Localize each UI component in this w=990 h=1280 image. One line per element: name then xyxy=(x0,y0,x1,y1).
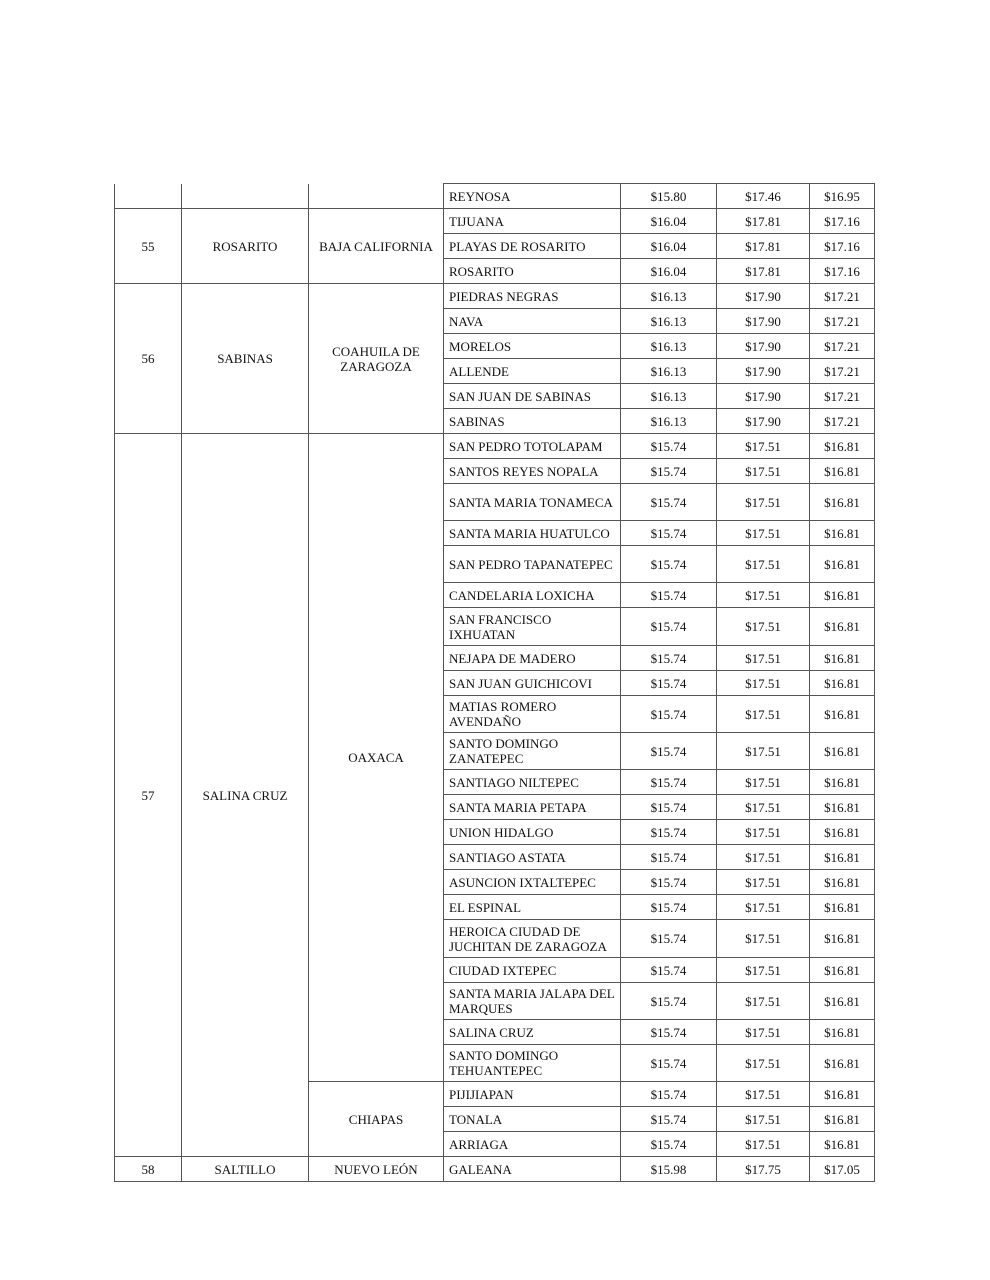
price-c-cell: $16.81 xyxy=(810,920,875,958)
price-b-cell: $17.51 xyxy=(717,1020,810,1045)
price-c-cell: $17.21 xyxy=(810,334,875,359)
municipality-cell: SAN JUAN GUICHICOVI xyxy=(444,671,621,696)
price-c-cell: $17.16 xyxy=(810,234,875,259)
price-a-cell: $15.74 xyxy=(621,459,717,484)
municipality-cell: GALEANA xyxy=(444,1157,621,1182)
price-a-cell: $15.74 xyxy=(621,770,717,795)
price-b-cell: $17.51 xyxy=(717,820,810,845)
price-a-cell: $15.80 xyxy=(621,184,717,209)
region-cell: SABINAS xyxy=(182,284,309,434)
price-c-cell: $16.81 xyxy=(810,696,875,733)
price-b-cell: $17.90 xyxy=(717,284,810,309)
price-b-cell: $17.51 xyxy=(717,958,810,983)
price-a-cell: $15.74 xyxy=(621,845,717,870)
municipality-cell: MORELOS xyxy=(444,334,621,359)
municipality-cell: SANTA MARIA PETAPA xyxy=(444,795,621,820)
price-b-cell: $17.51 xyxy=(717,770,810,795)
price-c-cell: $16.81 xyxy=(810,608,875,646)
price-c-cell: $16.81 xyxy=(810,1132,875,1157)
price-b-cell: $17.51 xyxy=(717,870,810,895)
price-b-cell: $17.81 xyxy=(717,234,810,259)
price-c-cell: $16.81 xyxy=(810,546,875,583)
price-a-cell: $15.74 xyxy=(621,1107,717,1132)
municipality-cell: MATIAS ROMERO AVENDAÑO xyxy=(444,696,621,733)
price-a-cell: $16.13 xyxy=(621,309,717,334)
price-a-cell: $15.74 xyxy=(621,920,717,958)
price-a-cell: $15.74 xyxy=(621,1020,717,1045)
price-b-cell: $17.81 xyxy=(717,209,810,234)
price-c-cell: $16.81 xyxy=(810,484,875,521)
municipality-cell: SAN PEDRO TOTOLAPAM xyxy=(444,434,621,459)
price-c-cell: $16.81 xyxy=(810,770,875,795)
price-b-cell: $17.51 xyxy=(717,920,810,958)
price-a-cell: $15.74 xyxy=(621,820,717,845)
zone-number-cell: 57 xyxy=(115,434,182,1157)
price-b-cell: $17.90 xyxy=(717,309,810,334)
price-b-cell: $17.51 xyxy=(717,1082,810,1107)
price-b-cell: $17.81 xyxy=(717,259,810,284)
municipality-cell: PIEDRAS NEGRAS xyxy=(444,284,621,309)
price-a-cell: $16.04 xyxy=(621,259,717,284)
price-b-cell: $17.51 xyxy=(717,434,810,459)
price-b-cell: $17.51 xyxy=(717,521,810,546)
price-c-cell: $16.81 xyxy=(810,671,875,696)
municipality-cell: PLAYAS DE ROSARITO xyxy=(444,234,621,259)
price-a-cell: $16.04 xyxy=(621,234,717,259)
municipality-cell: SANTIAGO NILTEPEC xyxy=(444,770,621,795)
price-b-cell: $17.90 xyxy=(717,359,810,384)
price-a-cell: $16.13 xyxy=(621,409,717,434)
price-b-cell: $17.51 xyxy=(717,895,810,920)
price-a-cell: $15.74 xyxy=(621,696,717,733)
region-cell xyxy=(182,184,309,209)
price-a-cell: $15.74 xyxy=(621,434,717,459)
table-row xyxy=(115,434,875,459)
price-a-cell: $15.74 xyxy=(621,1132,717,1157)
region-cell: ROSARITO xyxy=(182,209,309,284)
municipality-cell: SABINAS xyxy=(444,409,621,434)
municipality-cell: UNION HIDALGO xyxy=(444,820,621,845)
price-a-cell: $15.74 xyxy=(621,1082,717,1107)
price-b-cell: $17.90 xyxy=(717,384,810,409)
price-c-cell: $17.21 xyxy=(810,284,875,309)
price-c-cell: $17.16 xyxy=(810,209,875,234)
price-a-cell: $15.74 xyxy=(621,583,717,608)
region-cell: SALINA CRUZ xyxy=(182,434,309,1157)
municipality-cell: SALINA CRUZ xyxy=(444,1020,621,1045)
price-b-cell: $17.90 xyxy=(717,409,810,434)
municipality-cell: SANTOS REYES NOPALA xyxy=(444,459,621,484)
table-row xyxy=(115,184,875,209)
price-a-cell: $15.74 xyxy=(621,895,717,920)
price-c-cell: $16.81 xyxy=(810,459,875,484)
price-b-cell: $17.51 xyxy=(717,1107,810,1132)
table-body xyxy=(115,184,875,1182)
price-b-cell: $17.51 xyxy=(717,546,810,583)
price-b-cell: $17.51 xyxy=(717,646,810,671)
price-c-cell: $16.81 xyxy=(810,1045,875,1082)
price-b-cell: $17.51 xyxy=(717,608,810,646)
municipality-cell: TONALA xyxy=(444,1107,621,1132)
municipality-cell: EL ESPINAL xyxy=(444,895,621,920)
price-a-cell: $15.98 xyxy=(621,1157,717,1182)
municipality-cell: ASUNCION IXTALTEPEC xyxy=(444,870,621,895)
municipality-cell: SANTA MARIA TONAMECA xyxy=(444,484,621,521)
price-b-cell: $17.51 xyxy=(717,459,810,484)
municipality-cell: SANTA MARIA JALAPA DEL MARQUES xyxy=(444,983,621,1020)
price-c-cell: $17.21 xyxy=(810,384,875,409)
zone-number-cell: 56 xyxy=(115,284,182,434)
price-c-cell: $16.81 xyxy=(810,733,875,770)
price-a-cell: $15.74 xyxy=(621,733,717,770)
municipality-cell: HEROICA CIUDAD DE JUCHITAN DE ZARAGOZA xyxy=(444,920,621,958)
price-a-cell: $15.74 xyxy=(621,521,717,546)
municipality-cell: SANTIAGO ASTATA xyxy=(444,845,621,870)
price-c-cell: $16.81 xyxy=(810,583,875,608)
municipality-cell: REYNOSA xyxy=(444,184,621,209)
price-table xyxy=(114,183,875,1182)
state-cell: OAXACA xyxy=(309,434,444,1082)
table-row xyxy=(115,284,875,309)
price-b-cell: $17.51 xyxy=(717,696,810,733)
state-cell: NUEVO LEÓN xyxy=(309,1157,444,1182)
price-c-cell: $16.81 xyxy=(810,1082,875,1107)
price-c-cell: $17.21 xyxy=(810,409,875,434)
municipality-cell: ALLENDE xyxy=(444,359,621,384)
price-c-cell: $16.81 xyxy=(810,870,875,895)
state-cell: BAJA CALIFORNIA xyxy=(309,209,444,284)
price-a-cell: $16.04 xyxy=(621,209,717,234)
municipality-cell: SAN FRANCISCO IXHUATAN xyxy=(444,608,621,646)
price-a-cell: $15.74 xyxy=(621,484,717,521)
municipality-cell: CIUDAD IXTEPEC xyxy=(444,958,621,983)
price-c-cell: $17.21 xyxy=(810,359,875,384)
price-a-cell: $16.13 xyxy=(621,284,717,309)
region-cell: SALTILLO xyxy=(182,1157,309,1182)
municipality-cell: PIJIJIAPAN xyxy=(444,1082,621,1107)
price-a-cell: $15.74 xyxy=(621,646,717,671)
price-c-cell: $17.16 xyxy=(810,259,875,284)
price-c-cell: $17.21 xyxy=(810,309,875,334)
municipality-cell: NAVA xyxy=(444,309,621,334)
price-b-cell: $17.51 xyxy=(717,484,810,521)
municipality-cell: SANTO DOMINGO ZANATEPEC xyxy=(444,733,621,770)
price-b-cell: $17.51 xyxy=(717,1132,810,1157)
zone-number-cell: 58 xyxy=(115,1157,182,1182)
price-a-cell: $15.74 xyxy=(621,958,717,983)
price-b-cell: $17.51 xyxy=(717,845,810,870)
price-a-cell: $15.74 xyxy=(621,870,717,895)
price-c-cell: $16.81 xyxy=(810,521,875,546)
price-a-cell: $15.74 xyxy=(621,1045,717,1082)
price-c-cell: $17.05 xyxy=(810,1157,875,1182)
price-a-cell: $15.74 xyxy=(621,546,717,583)
price-c-cell: $16.81 xyxy=(810,646,875,671)
price-b-cell: $17.46 xyxy=(717,184,810,209)
price-b-cell: $17.51 xyxy=(717,583,810,608)
municipality-cell: SANTA MARIA HUATULCO xyxy=(444,521,621,546)
price-b-cell: $17.51 xyxy=(717,1045,810,1082)
price-b-cell: $17.90 xyxy=(717,334,810,359)
price-b-cell: $17.51 xyxy=(717,983,810,1020)
price-b-cell: $17.51 xyxy=(717,733,810,770)
price-c-cell: $16.81 xyxy=(810,845,875,870)
state-cell: CHIAPAS xyxy=(309,1082,444,1157)
table-row xyxy=(115,209,875,234)
municipality-cell: SAN PEDRO TAPANATEPEC xyxy=(444,546,621,583)
price-c-cell: $16.81 xyxy=(810,795,875,820)
zone-number-cell xyxy=(115,184,182,209)
price-a-cell: $16.13 xyxy=(621,334,717,359)
municipality-cell: SANTO DOMINGO TEHUANTEPEC xyxy=(444,1045,621,1082)
price-a-cell: $16.13 xyxy=(621,359,717,384)
price-b-cell: $17.75 xyxy=(717,1157,810,1182)
price-c-cell: $16.81 xyxy=(810,1107,875,1132)
price-a-cell: $16.13 xyxy=(621,384,717,409)
price-c-cell: $16.81 xyxy=(810,983,875,1020)
municipality-cell: ROSARITO xyxy=(444,259,621,284)
price-b-cell: $17.51 xyxy=(717,795,810,820)
price-b-cell: $17.51 xyxy=(717,671,810,696)
price-c-cell: $16.81 xyxy=(810,1020,875,1045)
price-a-cell: $15.74 xyxy=(621,671,717,696)
price-a-cell: $15.74 xyxy=(621,983,717,1020)
price-c-cell: $16.81 xyxy=(810,820,875,845)
municipality-cell: CANDELARIA LOXICHA xyxy=(444,583,621,608)
price-a-cell: $15.74 xyxy=(621,795,717,820)
state-cell: COAHUILA DE ZARAGOZA xyxy=(309,284,444,434)
price-c-cell: $16.81 xyxy=(810,434,875,459)
zone-number-cell: 55 xyxy=(115,209,182,284)
municipality-cell: ARRIAGA xyxy=(444,1132,621,1157)
table-row xyxy=(115,1157,875,1182)
municipality-cell: SAN JUAN DE SABINAS xyxy=(444,384,621,409)
municipality-cell: NEJAPA DE MADERO xyxy=(444,646,621,671)
municipality-cell: TIJUANA xyxy=(444,209,621,234)
price-a-cell: $15.74 xyxy=(621,608,717,646)
price-c-cell: $16.81 xyxy=(810,895,875,920)
price-c-cell: $16.81 xyxy=(810,958,875,983)
state-cell xyxy=(309,184,444,209)
price-c-cell: $16.95 xyxy=(810,184,875,209)
